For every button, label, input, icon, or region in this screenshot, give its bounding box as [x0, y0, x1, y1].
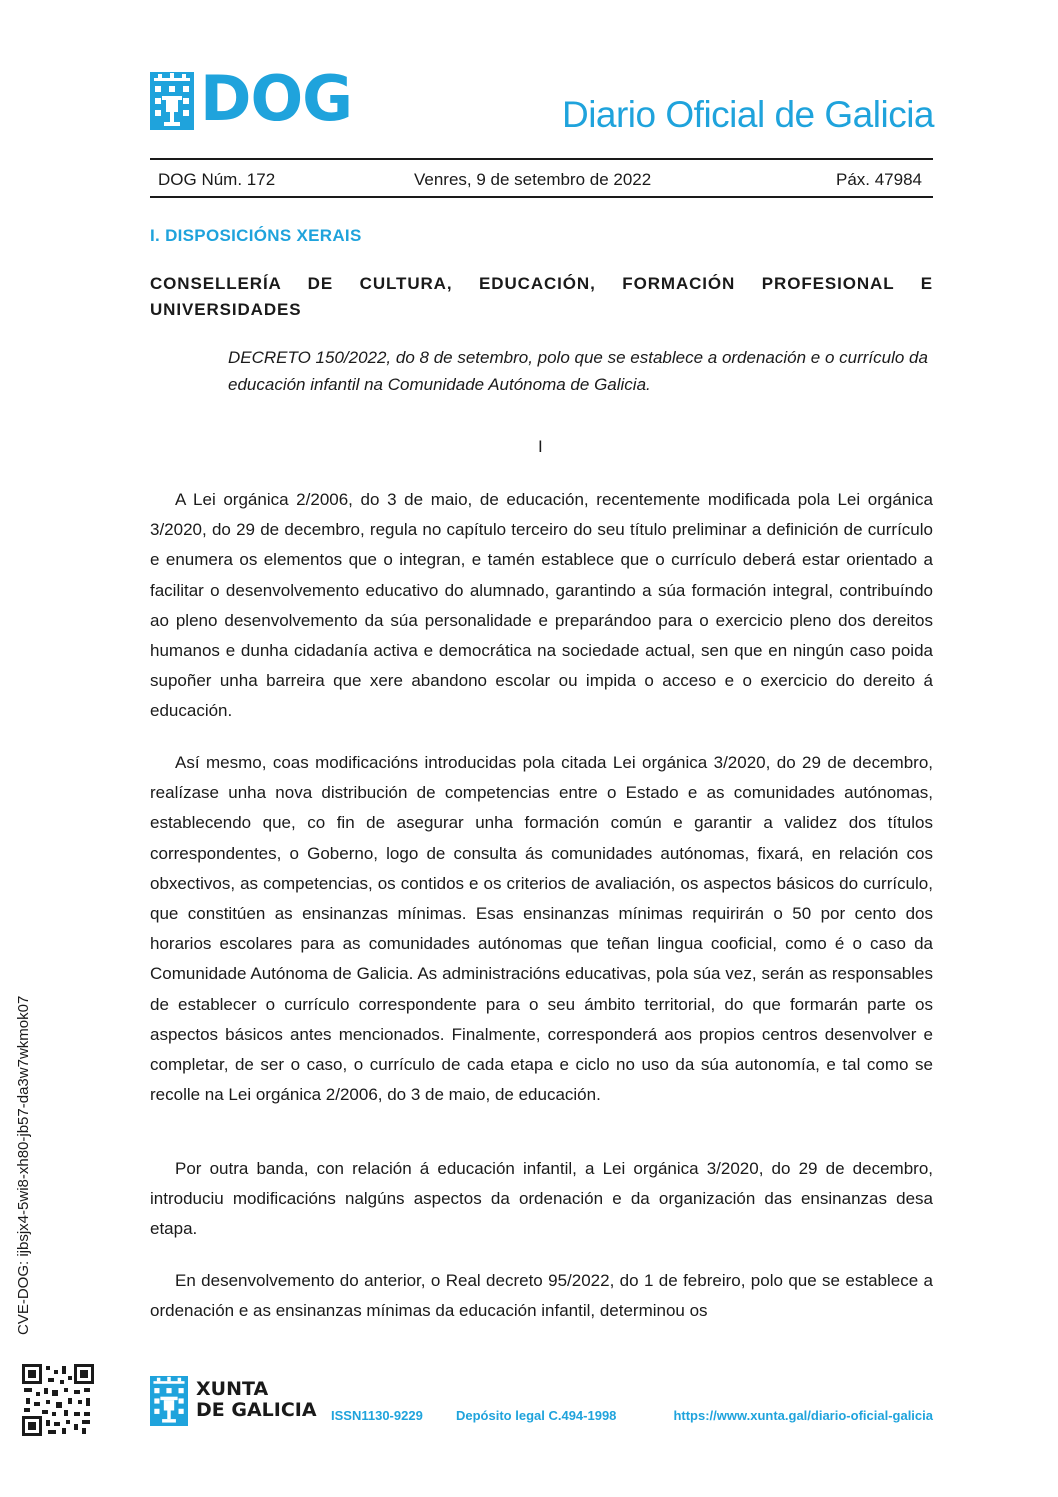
body-paragraph: En desenvolvemento do anterior, o Real decreto 95/2022, do 1 de febreiro, polo que se establece a ordenación e as ensinanzas mínimas da educación infantil, determinou os [150, 1271, 933, 1321]
body-paragraph: A Lei orgánica 2/2006, do 3 de maio, de educación, recentemente modificada pola Lei orgánica 3/2020, do 29 de decembro, regula no capítulo terceiro do seu título preliminar a definición de currículo e enumera os elementos que o integran, e tamén establece que o currículo deberá estar orientado a facilitar o desenvolvemento educativo do alumnado, garantindo a súa formación integral, contribuíndo ao pleno desenvolvemento da súa personalidade e preparándoo para o exercicio pleno dos dereitos humanos e dunha cidadanía activa e democrática na sociedade actual, sen que en ningún caso poida supoñer unha barreira que xere abandono escolar ou impida o acceso e o exercicio do dereito á educación. [150, 490, 933, 721]
xunta-brand [196, 1379, 317, 1421]
page-number: Páx. 47984 [835, 170, 922, 189]
body-paragraph: Así mesmo, coas modificacións introducidas pola citada Lei orgánica 3/2020, do 29 de decembro, realízase unha nova distribución de competencias entre o Estado e as comunidades autónomas, establecendo que, co fin de asegurar unha formación común e garantir a validez dos títulos correspondentes, o Goberno, logo de consulta ás comunidades autónomas, fixará, en relación cos obxectivos, as competencias, os contidos e os criterios de avaliación, os aspectos básicos do currículo, que constitúen as ensinanzas mínimas. Esas ensinanzas mínimas requirirán o 50 por cento dos horarios escolares para as comunidades autónomas que teñan lingua cooficial, como é o caso da Comunidade Autónoma de Galicia. As administracións educativas, pola súa vez, serán as responsables de establecer o currículo correspondente para o seu ámbito territorial, do que formarán parte os aspectos básicos antes mencionados. Finalmente, corresponderá aos propios centros desenvolver e completar, de ser o caso, o currículo de cada etapa e ciclo no uso da súa autonomía, e tal como se recolle na Lei orgánica 2/2006, do 3 de maio, de educación. [150, 753, 933, 1105]
issn: ISSN1130-9229 [331, 1408, 423, 1423]
verification-code [11, 965, 43, 1335]
body-paragraph: Por outra banda, con relación á educación infantil, a Lei orgánica 3/2020, do 29 de decembro, introduciu modificacións nalgúns aspectos da ordenación e da organización das ensinanzas desa etapa. [150, 1159, 933, 1239]
header-bottom-rule [150, 196, 933, 198]
issue-date: Venres, 9 de setembro de 2022 [414, 170, 652, 189]
section-heading: I. DISPOSICIÓNS XERAIS [150, 226, 362, 245]
legal-deposit: Depósito legal C.494-1998 [456, 1408, 617, 1423]
publication-title: Diario Oficial de Galicia [561, 94, 934, 135]
chapter-number: I [538, 437, 543, 456]
header-top-rule [150, 158, 933, 160]
dog-logo [150, 62, 353, 135]
qr-code [22, 1364, 94, 1436]
xunta-brand-line2: DE GALICIA [196, 1399, 317, 1421]
xunta-brand-line1: XUNTA [196, 1378, 269, 1400]
department-heading: CONSELLERÍA DE CULTURA, EDUCACIÓN, FORMACIÓN PROFESIONAL E UNIVERSIDADES [150, 274, 933, 319]
decree-title: DECRETO 150/2022, do 8 de setembro, polo que se establece a ordenación e o currículo da educación infantil na Comunidade Autónoma de Galicia. [228, 348, 928, 394]
verification-code-text: CVE-DOG: ijbsjx4-5wi8-xh80-jb57-da3w7wkmok07 [15, 995, 32, 1335]
galicia-emblem-icon [150, 72, 194, 130]
website-link[interactable]: https://www.xunta.gal/diario-oficial-galicia [673, 1408, 933, 1423]
issue-number: DOG Núm. 172 [158, 170, 276, 189]
xunta-emblem-icon [150, 1376, 188, 1426]
logo-text: DOG [200, 62, 353, 135]
